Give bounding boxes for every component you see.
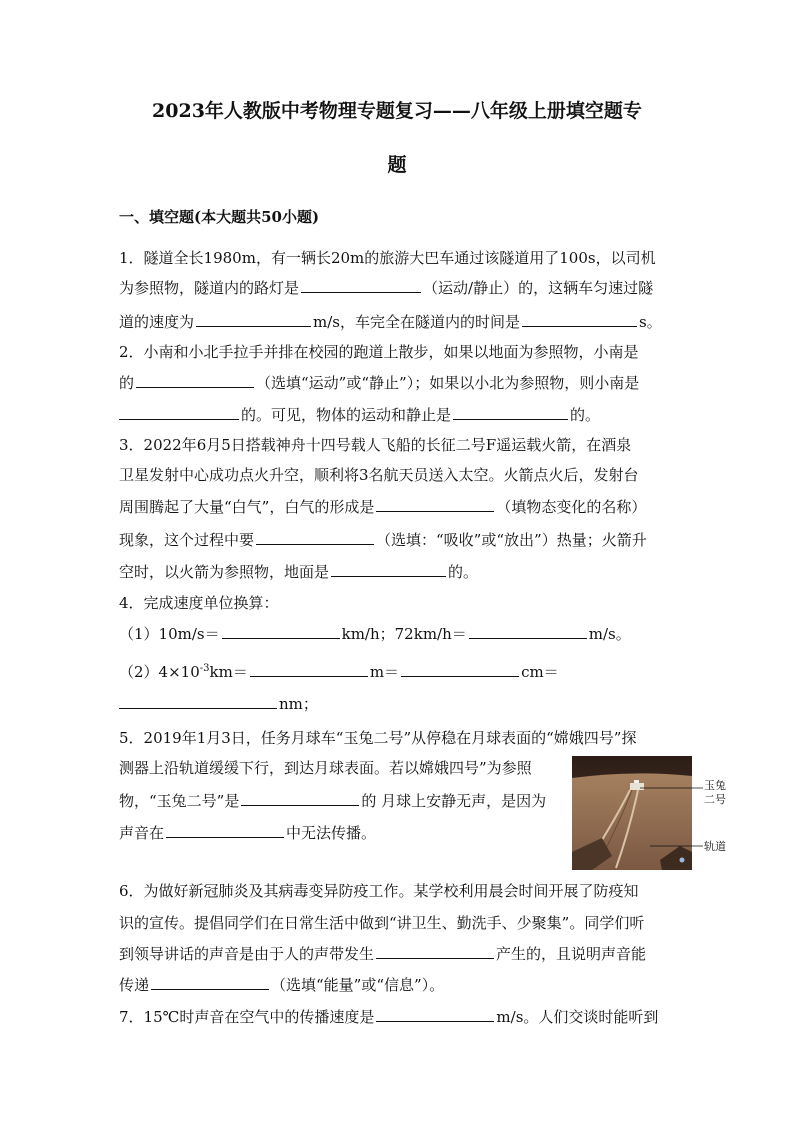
q2-line2 bbox=[119, 372, 639, 394]
q4-text: m/s。 bbox=[588, 625, 631, 643]
q1-text: s。 bbox=[639, 313, 662, 331]
q5-text: 的 月球上安静无声，是因为 bbox=[361, 792, 547, 810]
q5-line3 bbox=[119, 790, 546, 812]
q3-text: 周围腾起了大量“白气”，白气的形成是 bbox=[119, 498, 375, 516]
label-rover-2: 二号 bbox=[704, 793, 726, 806]
answer-blank[interactable] bbox=[166, 822, 284, 838]
answer-blank[interactable] bbox=[331, 561, 446, 577]
q1-line1: 1．隧道全长1980m，有一辆长20m的旅游大巴车通过该隧道用了100s，以司机 bbox=[119, 249, 656, 267]
q3-line5 bbox=[119, 561, 478, 583]
q4-line2 bbox=[119, 623, 631, 645]
q4-text: （1）10m/s＝ bbox=[119, 625, 220, 643]
q1-line3 bbox=[119, 311, 662, 333]
q1-line2 bbox=[119, 277, 653, 299]
q5-text: 声音在 bbox=[119, 824, 165, 842]
q4-text: m＝ bbox=[369, 663, 400, 681]
q5-line1: 5．2019年1月3日，任务月球车“玉兔二号”从停稳在月球表面的“嫦娥四号”探 bbox=[119, 729, 637, 747]
q4-text: （2）4×10 bbox=[119, 663, 200, 681]
answer-blank[interactable] bbox=[196, 311, 311, 327]
q6-text: （选填“能量”或“信息”）。 bbox=[271, 976, 445, 994]
answer-blank[interactable] bbox=[241, 790, 359, 806]
answer-blank[interactable] bbox=[119, 693, 277, 709]
answer-blank[interactable] bbox=[301, 277, 421, 293]
q1-text: 为参照物，隧道内的路灯是 bbox=[119, 279, 300, 297]
answer-blank[interactable] bbox=[222, 623, 340, 639]
q1-text: （运动/静止）的，这辆车匀速过隧 bbox=[423, 279, 654, 297]
section-heading: 一、填空题(本大题共50小题) bbox=[119, 208, 320, 226]
q5-line2: 测器上沿轨道缓缓下行，到达月球表面。若以嫦娥四号”为参照 bbox=[119, 759, 532, 777]
answer-blank[interactable] bbox=[376, 1006, 494, 1022]
q3-line4 bbox=[119, 529, 647, 551]
answer-blank[interactable] bbox=[453, 404, 568, 420]
q7-line1 bbox=[119, 1006, 658, 1028]
page-title-line1: 2023年人教版中考物理专题复习——八年级上册填空题专 bbox=[152, 100, 642, 122]
answer-blank[interactable] bbox=[401, 661, 519, 677]
answer-blank[interactable] bbox=[151, 974, 269, 990]
q6-text: 产生的，且说明声音能 bbox=[496, 945, 647, 963]
exponent: -3 bbox=[199, 663, 210, 674]
answer-blank[interactable] bbox=[119, 404, 239, 420]
q2-line1: 2．小南和小北手拉手并排在校园的跑道上散步，如果以地面为参照物，小南是 bbox=[119, 343, 639, 361]
q6-line1: 6．为做好新冠肺炎及其病毒变异防疫工作。某学校利用晨会时间开展了防疫知 bbox=[119, 882, 639, 900]
answer-blank[interactable] bbox=[250, 661, 368, 677]
q7-text: m/s。人们交谈时能听到 bbox=[496, 1008, 659, 1026]
q4-text: cm＝ bbox=[521, 663, 559, 681]
q3-text: 的。 bbox=[448, 563, 479, 581]
q1-text: m/s，车完全在隧道内的时间是 bbox=[313, 313, 520, 331]
q3-text: 空时，以火箭为参照物，地面是 bbox=[119, 563, 330, 581]
answer-blank[interactable] bbox=[522, 311, 637, 327]
q6-text: 传递 bbox=[119, 976, 150, 994]
q6-line2: 识的宣传。提倡同学们在日常生活中做到“讲卫生、勤洗手、少聚集”。同学们听 bbox=[119, 914, 645, 932]
q4-text: nm； bbox=[279, 695, 318, 713]
q2-line3 bbox=[119, 404, 600, 426]
answer-blank[interactable] bbox=[376, 496, 494, 512]
q3-line2: 卫星发射中心成功点火升空，顺利将3名航天员送入太空。火箭点火后，发射台 bbox=[119, 466, 639, 484]
label-track: 轨道 bbox=[704, 840, 726, 853]
q3-text: （填物态变化的名称） bbox=[496, 498, 647, 516]
q1-text: 道的速度为 bbox=[119, 313, 195, 331]
q2-text: 的。可见，物体的运动和静止是 bbox=[241, 406, 452, 424]
answer-blank[interactable] bbox=[136, 372, 254, 388]
q5-text: 物，“玉兔二号”是 bbox=[119, 792, 240, 810]
q3-text: 现象，这个过程中要 bbox=[119, 531, 255, 549]
q6-text: 到领导讲话的声音是由于人的声带发生 bbox=[119, 945, 375, 963]
q3-text: （选填：“吸收”或“放出”）热量；火箭升 bbox=[376, 531, 647, 549]
q4-line1: 4．完成速度单位换算： bbox=[119, 594, 279, 612]
q6-line4 bbox=[119, 974, 444, 996]
q2-text: 的 bbox=[119, 374, 135, 392]
q5-line4 bbox=[119, 822, 376, 844]
page-title-line2: 题 bbox=[387, 154, 407, 176]
q2-text: （选填“运动”或“静止”）；如果以小北为参照物，则小南是 bbox=[256, 374, 640, 392]
answer-blank[interactable] bbox=[376, 943, 494, 959]
q5-text: 中无法传播。 bbox=[286, 824, 377, 842]
q6-line3 bbox=[119, 943, 646, 965]
q4-line4 bbox=[119, 693, 318, 715]
q7-text: 7．15℃时声音在空气中的传播速度是 bbox=[119, 1008, 375, 1026]
q4-text: km＝ bbox=[209, 663, 248, 681]
q4-line3 bbox=[119, 658, 559, 683]
label-pointer-lines bbox=[640, 780, 704, 850]
q2-text: 的。 bbox=[570, 406, 601, 424]
label-rover-1: 玉兔 bbox=[704, 779, 726, 792]
q3-line1: 3．2022年6月5日搭载神舟十四号载人飞船的长征二号F遥运载火箭，在酒泉 bbox=[119, 436, 632, 454]
q4-text: km/h；72km/h＝ bbox=[341, 625, 467, 643]
q3-line3 bbox=[119, 496, 646, 518]
answer-blank[interactable] bbox=[256, 529, 374, 545]
answer-blank[interactable] bbox=[469, 623, 587, 639]
